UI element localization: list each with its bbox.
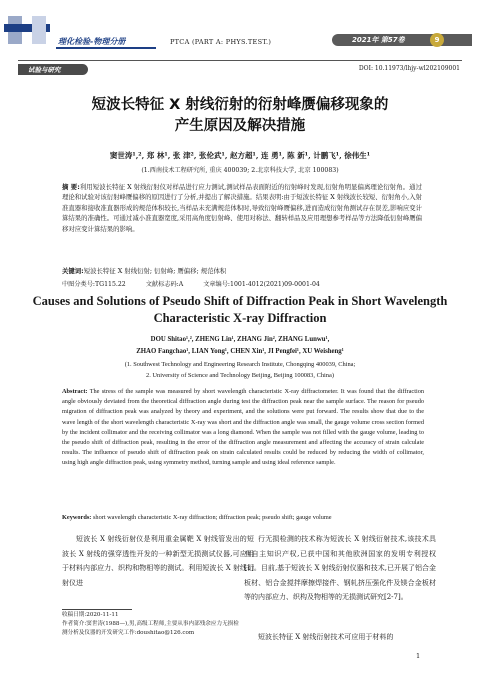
title-cn-line1: 短波长特征 X 射线衍射的衍射峰赝偏移现象的 xyxy=(91,97,389,113)
abstract-cn-text: 利用短波长特征 X 射线衍射仪对样品进行应力测试,测试样品表面附近的衍射峰时发现,衍射角明显偏离理论衍射角。通过理论和试验对该衍射峰赝偏移的原因进行了分析,并提出了解决措施。结果表明:由于短波长特征 X 射线波长较短、衍射角小,入射准直器和接收准直器形成的规范体积较长,当样品未充满规范体积时,导致衍射峰赝偏移,进而造成衍射角测试存在误差,影响应变计算结果的准确性。可通过减小准直器宽度,采用高角度衍射峰、使用对称法、翻转样品及应用理想参考样品等方法降低衍射峰赝偏移对应变计算结果的影响。 xyxy=(62,183,422,233)
keywords-cn xyxy=(62,266,422,275)
footnote-received: 收稿日期:2020-11-11 xyxy=(62,612,119,618)
document-code: 文献标志码:A xyxy=(145,281,184,288)
header-rule xyxy=(18,60,462,61)
page-number: 1 xyxy=(416,652,421,660)
body-paragraph: 行无损检测的技术称为短波长 X 射线衍射技术,该技术具有自主知识产权,已获中国和其他欧洲国家的发明专利授权[1]。目前,基于短波长 X 射线衍射仪器和技术,已开展了铝合金板材、铝合金搅拌摩擦焊接件、钢轧挤压强化件及镁合金板材等的内部应力、织构及物相等的无损测试研究[2-7]。 xyxy=(244,535,436,601)
footnote-rule xyxy=(62,609,132,610)
classification-row xyxy=(62,279,422,288)
abstract-en-label: Abstract: xyxy=(62,388,88,395)
abstract-en-text: The stress of the sample was measured by short wavelength characteristic X-ray diffractometer. It was found that the diffraction angle obviously deviated from the theoretical diffraction angle during test the diffraction peak near the sample surface. The reason for pseudo migration of diffraction peak was analyzed by theory and experiment, and the solutions were put forward. The results show that due to the wave length of the short wavelength characteristic X-ray was short and the diffraction angle was small, the gauge volume cross section formed by the incident collimator and the receiving collimator was a long diamond. When the sample was not filled with the gauge volume, leading to the pseudo shift of diffraction peak, resulting in the error of the diffraction angle measurement and affecting the accuracy of strain calculate results. The influence of pseudo shift of diffraction peak on strain calculated results could be reduced by reducing the width of collimator, using high angle diffraction peak, using symmetry method, turning sample and using ideal reference sample. xyxy=(62,388,424,467)
journal-logo-icon xyxy=(4,14,54,46)
abstract-cn-label: 摘 要: xyxy=(62,183,80,191)
body-paragraph-continued: 短波长特征 X 射线衍射技术可应用于材料的 xyxy=(258,633,394,641)
body-column-left xyxy=(62,532,254,590)
journal-logo-block xyxy=(0,14,155,46)
keywords-en xyxy=(62,514,424,521)
abstract-cn xyxy=(62,182,422,234)
authors-en-line2: ZHAO Fangchao¹, LIAN Yong¹, CHEN Xin¹, JI Pengfei¹, XU Weisheng¹ xyxy=(136,348,344,355)
title-en-line2: Characteristic X-ray Diffraction xyxy=(153,311,327,325)
year-volume-text: 2021年 第57卷 xyxy=(352,36,405,44)
keywords-cn-text: 短波长特征 X 射线衍射; 衍射峰; 赝偏移; 规范体积 xyxy=(83,267,227,275)
section-label: 试验与研究 xyxy=(28,66,61,74)
affiliation-cn: (1.西南技术工程研究所, 重庆 400039; 2.北京科技大学, 北京 100083) xyxy=(141,167,339,174)
title-cn-line2: 产生原因及解决措施 xyxy=(174,118,306,134)
footnote-author-info: 作者简介:窦世涛(1988—),男,高级工程师,主要从事内部残余应力无损检测分析及仪器的开发研究工作:doushitao@126.com xyxy=(62,621,239,636)
affiliation-en-line1: (1. Southwest Technology and Engineering Research Institute, Chongqing 400039, China; xyxy=(124,361,356,368)
authors-en-line1: DOU Shitao¹,², ZHENG Lin¹, ZHANG Jin², ZHANG Lunwu¹, xyxy=(150,336,330,343)
body-column-right xyxy=(244,532,436,605)
journal-name: 理化检验-物理分册 xyxy=(58,37,126,46)
doi: DOI: 10.11973/lhjy-wl202109001 xyxy=(358,65,460,72)
authors-cn: 窦世涛¹,², 郑 林¹, 张 津², 张伦武¹, 赵方超¹, 连 勇¹, 陈 新¹, 计鹏飞¹, 徐伟生¹ xyxy=(109,151,371,160)
clc-number: 中图分类号:TG115.22 xyxy=(62,281,126,288)
title-en-line1: Causes and Solutions of Pseudo Shift of Diffraction Peak in Short Wavelength xyxy=(32,294,448,308)
affiliation-en-line2: 2. University of Science and Technology Beijing, Beijing 100083, China) xyxy=(146,372,334,379)
issue-badge: 9 xyxy=(430,33,444,47)
abstract-en xyxy=(62,387,424,469)
keywords-en-text: short wavelength characteristic X-ray diffraction; diffraction peak; pseudo shift; gauge volume xyxy=(92,514,332,521)
year-volume-badge xyxy=(332,34,472,46)
section-tag xyxy=(18,64,88,75)
body-paragraph: 短波长 X 射线衍射仪是利用重金属靶 X 射线管发出的短波长 X 射线的强穿透性开发的一种新型无损测试仪器,可应用于材料内部应力、织构和物相等的测试。利用短波长 X 射线衍射仪进 xyxy=(62,535,254,587)
article-number: 文章编号:1001-4012(2021)09-0001-04 xyxy=(203,281,320,288)
keywords-cn-label: 关键词: xyxy=(62,267,84,275)
running-title: PTCA (PART A: PHYS.TEST.) xyxy=(170,38,272,46)
journal-underline xyxy=(56,47,156,49)
keywords-en-label: Keywords: xyxy=(62,514,92,521)
